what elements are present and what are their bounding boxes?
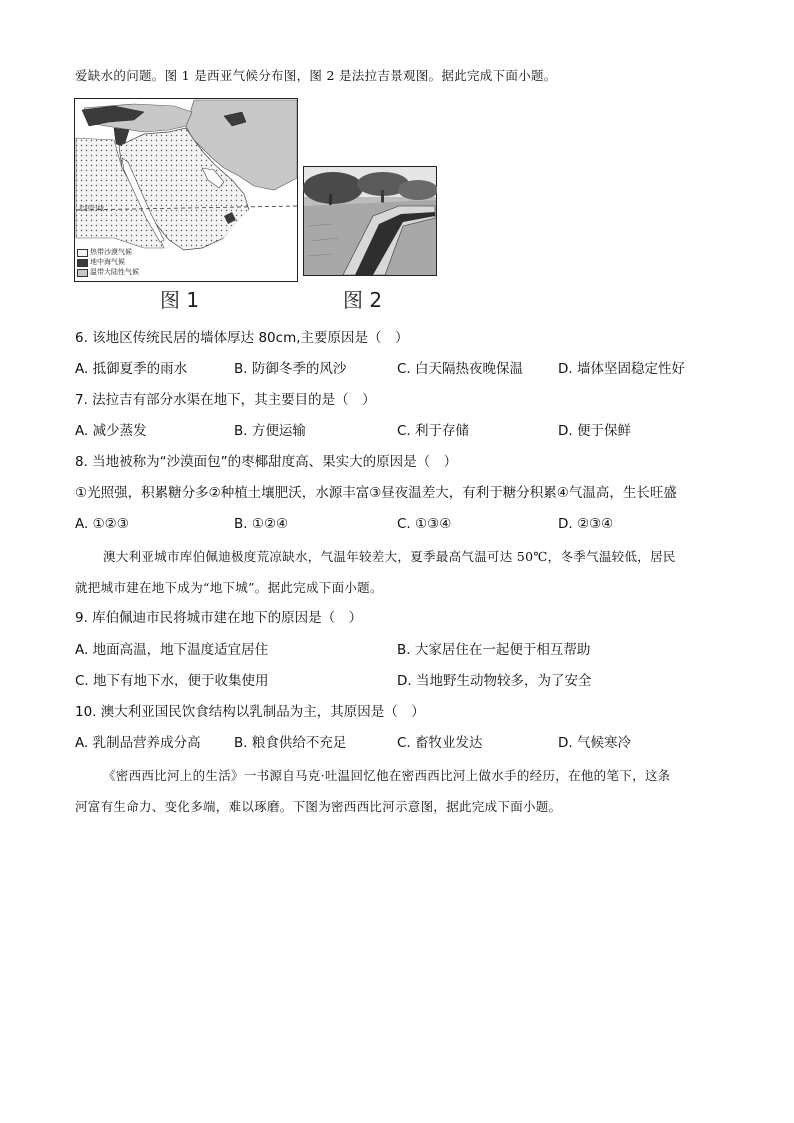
question-10-stem: 10. 澳大利亚国民饮食结构以乳制品为主，其原因是（ ） xyxy=(75,704,425,720)
passage-2-line-2: 就把城市建在地下成为“地下城”。据此完成下面小题。 xyxy=(75,580,383,595)
question-7-option-a[interactable]: A. 减少蒸发 xyxy=(75,423,147,439)
question-6-option-c[interactable]: C. 白天隔热夜晚保温 xyxy=(397,361,524,377)
passage-2-line-1: 澳大利亚城市库伯佩迪极度荒凉缺水，气温年较差大，夏季最高气温可达 50℃，冬季气温较低，居民 xyxy=(103,549,676,564)
question-6-option-a[interactable]: A. 抵御夏季的雨水 xyxy=(75,361,188,377)
question-8-option-c[interactable]: C. ①③④ xyxy=(397,516,452,532)
question-9-option-d[interactable]: D. 当地野生动物较多，为了安全 xyxy=(397,673,592,689)
figure2-caption: 图 2 xyxy=(343,288,383,312)
question-8-option-a[interactable]: A. ①②③ xyxy=(75,516,129,532)
legend-swatch-desert xyxy=(77,249,88,257)
question-10-option-a[interactable]: A. 乳制品营养成分高 xyxy=(75,735,201,751)
question-7-option-d[interactable]: D. 便于保鲜 xyxy=(558,423,631,439)
question-9-stem: 9. 库伯佩迪市民将城市建在地下的原因是（ ） xyxy=(75,610,363,626)
passage-3-line-2: 河富有生命力、变化多端，难以琢磨。下图为密西西比河示意图，据此完成下面小题。 xyxy=(75,799,562,814)
question-8-statements: ①光照强，积累糖分多②种植土壤肥沃，水源丰富③昼夜温差大，有利于糖分积累④气温高，生长旺盛 xyxy=(75,485,677,501)
intro-top-text: 爱缺水的问题。图 1 是西亚气候分布图，图 2 是法拉吉景观图。据此完成下面小题。 xyxy=(75,68,557,83)
question-8-option-b[interactable]: B. ①②④ xyxy=(234,516,289,532)
legend-label-desert: 热带沙漠气候 xyxy=(90,248,132,256)
tropic-label: 北回归线 xyxy=(78,204,104,212)
passage-3-line-1: 《密西西比河上的生活》一书源自马克·吐温回忆他在密西西比河上做水手的经历，在他的笔下，这条 xyxy=(103,768,671,783)
question-9-option-c[interactable]: C. 地下有地下水，便于收集使用 xyxy=(75,673,269,689)
question-8-stem: 8. 当地被称为“沙漠面包”的枣椰甜度高、果实大的原因是（ ） xyxy=(75,454,458,470)
question-10-option-b[interactable]: B. 粮食供给不充足 xyxy=(234,735,347,751)
question-10-option-d[interactable]: D. 气候寒冷 xyxy=(558,735,631,751)
question-7-option-b[interactable]: B. 方便运输 xyxy=(234,423,306,439)
question-10-option-c[interactable]: C. 畜牧业发达 xyxy=(397,735,483,751)
question-6-option-b[interactable]: B. 防御冬季的风沙 xyxy=(234,361,347,377)
question-9-option-b[interactable]: B. 大家居住在一起便于相互帮助 xyxy=(397,642,591,658)
question-7-option-c[interactable]: C. 利于存储 xyxy=(397,423,470,439)
legend-swatch-continental xyxy=(77,269,88,277)
figure2-falaj-photo xyxy=(303,166,437,276)
question-6-stem: 6. 该地区传统民居的墙体厚达 80cm,主要原因是（ ） xyxy=(75,330,409,346)
legend-swatch-mediterranean xyxy=(77,259,88,267)
question-7-stem: 7. 法拉吉有部分水渠在地下，其主要目的是（ ） xyxy=(75,392,376,408)
legend-label-mediterranean: 地中海气候 xyxy=(90,258,125,266)
question-9-option-a[interactable]: A. 地面高温，地下温度适宜居住 xyxy=(75,642,269,658)
question-6-option-d[interactable]: D. 墙体坚固稳定性好 xyxy=(558,361,685,377)
figure1-caption: 图 1 xyxy=(160,288,200,312)
question-8-option-d[interactable]: D. ②③④ xyxy=(558,516,614,532)
legend-label-continental: 温带大陆性气候 xyxy=(90,268,139,276)
